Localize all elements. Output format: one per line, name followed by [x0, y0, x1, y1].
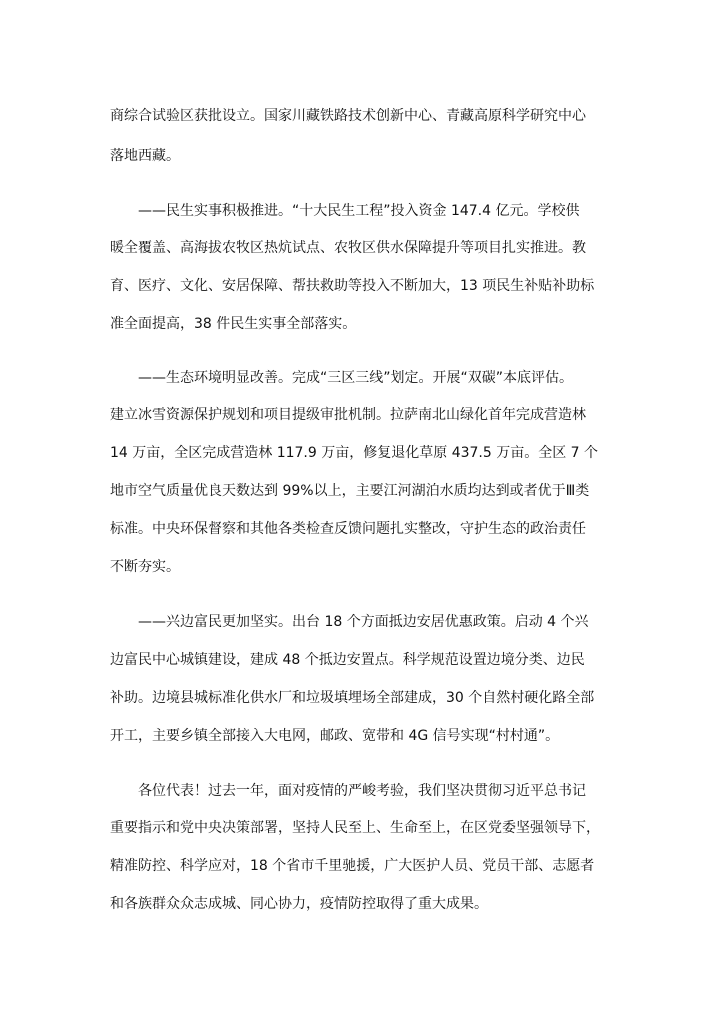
paragraph-line: ——生态环境明显改善。完成“三区三线”划定。开展“双碳”本底评估。: [138, 370, 574, 386]
paragraph-line: 准全面提高，38 件民生实事全部落实。: [110, 316, 357, 332]
paragraph-line: 精准防控、科学应对，18 个省市千里驰援，广大医护人员、党员干部、志愿者: [110, 858, 595, 874]
paragraph-line: 建立冰雪资源保护规划和项目提级审批机制。拉萨南北山绿化首年完成营造林: [110, 407, 586, 423]
paragraph-line: 标准。中央环保督察和其他各类检查反馈问题扎实整改，守护生态的政治责任: [110, 521, 586, 537]
paragraph-line: 商综合试验区获批设立。国家川藏铁路技术创新中心、青藏高原科学研究中心: [110, 108, 586, 124]
paragraph-line: 开工，主要乡镇全部接入大电网，邮政、宽带和 4G 信号实现“村村通”。: [110, 728, 560, 744]
paragraph-line: 重要指示和党中央决策部署，坚持人民至上、生命至上，在区党委坚强领导下，: [110, 820, 600, 836]
paragraph-line: 14 万亩，全区完成营造林 117.9 万亩，修复退化草原 437.5 万亩。全区 7 个: [110, 445, 599, 461]
paragraph-line: 不断夯实。: [110, 559, 180, 575]
paragraph-line: 暖全覆盖、高海拔农牧区热炕试点、农牧区供水保障提升等项目扎实推进。教: [110, 240, 586, 256]
paragraph-line: 落地西藏。: [110, 148, 180, 164]
paragraph-line: 边富民中心城镇建设，建成 48 个抵边安置点。科学规范设置边境分类、边民: [110, 652, 585, 668]
paragraph-line: ——兴边富民更加坚实。出台 18 个方面抵边安居优惠政策。启动 4 个兴: [138, 614, 589, 630]
paragraph-line: 育、医疗、文化、安居保障、帮扶救助等投入不断加大，13 项民生补贴补助标: [110, 278, 595, 294]
paragraph-line: 各位代表！过去一年，面对疫情的严峻考验，我们坚决贯彻习近平总书记: [138, 783, 586, 799]
paragraph-line: ——民生实事积极推进。“十大民生工程”投入资金 147.4 亿元。学校供: [138, 203, 580, 219]
paragraph-line: 和各族群众众志成城、同心协力，疫情防控取得了重大成果。: [110, 896, 488, 912]
paragraph-line: 补助。边境县城标准化供水厂和垃圾填埋场全部建成，30 个自然村硬化路全部: [110, 690, 595, 706]
paragraph-line: 地市空气质量优良天数达到 99%以上，主要江河湖泊水质均达到或者优于Ⅲ类: [110, 483, 590, 499]
